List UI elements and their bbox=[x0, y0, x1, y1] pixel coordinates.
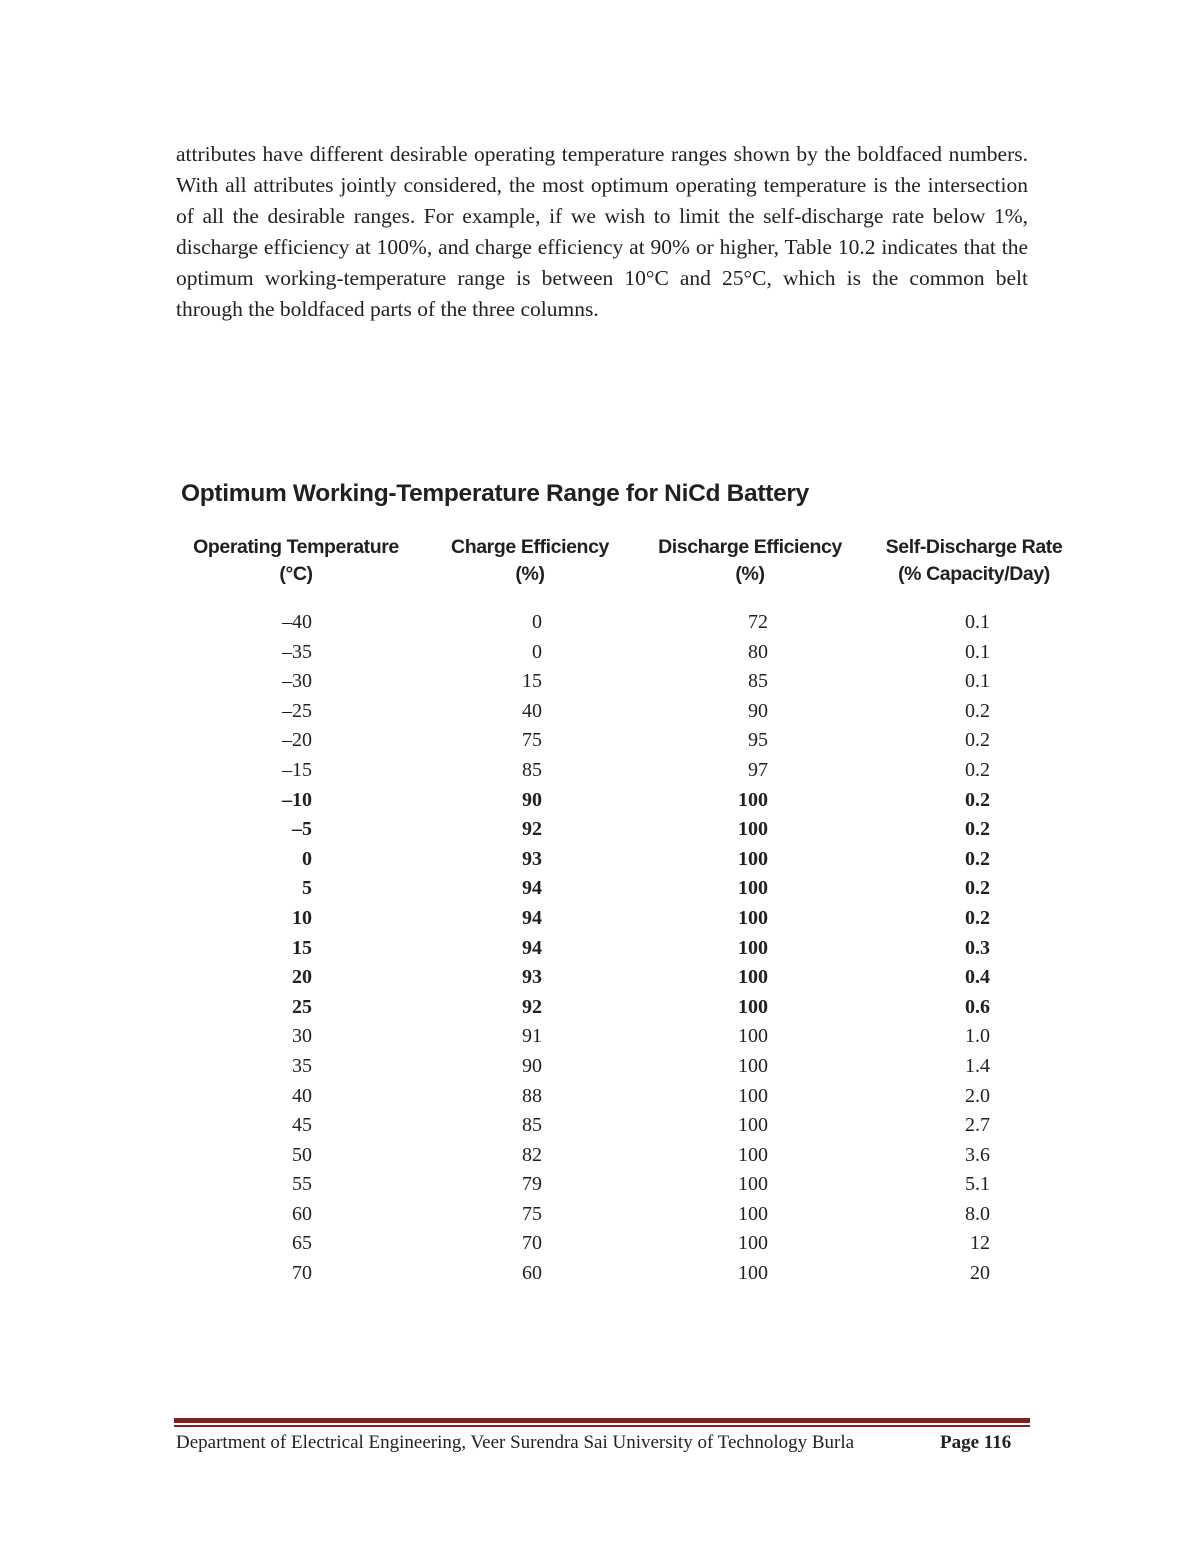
cell-charge-efficiency: 92 bbox=[522, 995, 542, 1018]
table-row bbox=[0, 1200, 1200, 1230]
cell-self-discharge-rate: 0.2 bbox=[965, 788, 990, 811]
cell-discharge-efficiency: 100 bbox=[738, 1114, 768, 1137]
cell-discharge-efficiency: 100 bbox=[738, 1084, 768, 1107]
table-row bbox=[0, 815, 1200, 845]
cell-discharge-efficiency: 95 bbox=[748, 729, 768, 752]
cell-self-discharge-rate: 1.0 bbox=[965, 1025, 990, 1048]
cell-temperature: 10 bbox=[292, 906, 312, 929]
footer-rule-thin bbox=[174, 1425, 1030, 1427]
cell-discharge-efficiency: 100 bbox=[738, 1025, 768, 1048]
header-self-discharge-rate bbox=[876, 534, 1072, 588]
cell-temperature: 40 bbox=[292, 1084, 312, 1107]
cell-discharge-efficiency: 97 bbox=[748, 758, 768, 781]
cell-temperature: 30 bbox=[292, 1025, 312, 1048]
header-line2: (°C) bbox=[279, 563, 313, 585]
cell-temperature: 25 bbox=[292, 995, 312, 1018]
cell-self-discharge-rate: 0.6 bbox=[965, 995, 990, 1018]
table-row bbox=[0, 667, 1200, 697]
header-operating-temperature bbox=[186, 534, 406, 588]
cell-discharge-efficiency: 100 bbox=[738, 1262, 768, 1285]
table-row bbox=[0, 1229, 1200, 1259]
table-row bbox=[0, 993, 1200, 1023]
cell-self-discharge-rate: 0.2 bbox=[965, 699, 990, 722]
table-row bbox=[0, 963, 1200, 993]
cell-self-discharge-rate: 3.6 bbox=[965, 1143, 990, 1166]
cell-temperature: 55 bbox=[292, 1173, 312, 1196]
cell-temperature: –10 bbox=[282, 788, 312, 811]
cell-discharge-efficiency: 100 bbox=[738, 818, 768, 841]
cell-charge-efficiency: 0 bbox=[532, 640, 542, 663]
table-row bbox=[0, 1170, 1200, 1200]
cell-self-discharge-rate: 0.4 bbox=[965, 966, 990, 989]
cell-self-discharge-rate: 8.0 bbox=[965, 1202, 990, 1225]
table-row bbox=[0, 1022, 1200, 1052]
header-line1: Operating Temperature bbox=[193, 536, 399, 558]
table-title: Optimum Working-Temperature Range for NiCd Battery bbox=[181, 480, 809, 507]
table-row bbox=[0, 1141, 1200, 1171]
cell-self-discharge-rate: 0.2 bbox=[965, 906, 990, 929]
cell-charge-efficiency: 70 bbox=[522, 1232, 542, 1255]
header-discharge-efficiency bbox=[646, 534, 854, 588]
cell-temperature: 35 bbox=[292, 1054, 312, 1077]
cell-discharge-efficiency: 100 bbox=[738, 995, 768, 1018]
table-row bbox=[0, 726, 1200, 756]
table-row bbox=[0, 1111, 1200, 1141]
cell-self-discharge-rate: 0.2 bbox=[965, 847, 990, 870]
table-row bbox=[0, 697, 1200, 727]
table-body bbox=[0, 608, 1200, 1289]
cell-charge-efficiency: 93 bbox=[522, 847, 542, 870]
cell-charge-efficiency: 82 bbox=[522, 1143, 542, 1166]
cell-discharge-efficiency: 100 bbox=[738, 936, 768, 959]
table-row bbox=[0, 638, 1200, 668]
header-line2: (%) bbox=[735, 563, 765, 585]
cell-temperature: –20 bbox=[282, 729, 312, 752]
cell-charge-efficiency: 0 bbox=[532, 611, 542, 633]
cell-discharge-efficiency: 90 bbox=[748, 699, 768, 722]
cell-charge-efficiency: 93 bbox=[522, 966, 542, 989]
table-row bbox=[0, 1052, 1200, 1082]
cell-charge-efficiency: 40 bbox=[522, 699, 542, 722]
cell-charge-efficiency: 85 bbox=[522, 1114, 542, 1137]
cell-charge-efficiency: 88 bbox=[522, 1084, 542, 1107]
cell-discharge-efficiency: 72 bbox=[748, 611, 768, 633]
footer-department: Department of Electrical Engineering, Veer Surendra Sai University of Technology Burla bbox=[176, 1432, 855, 1453]
table-row bbox=[0, 1259, 1200, 1289]
cell-self-discharge-rate: 5.1 bbox=[965, 1173, 990, 1196]
cell-charge-efficiency: 90 bbox=[522, 1054, 542, 1077]
header-line2: (%) bbox=[515, 563, 545, 585]
cell-self-discharge-rate: 0.2 bbox=[965, 729, 990, 752]
cell-self-discharge-rate: 0.2 bbox=[965, 818, 990, 841]
cell-charge-efficiency: 79 bbox=[522, 1173, 542, 1196]
cell-charge-efficiency: 75 bbox=[522, 1202, 542, 1225]
cell-discharge-efficiency: 100 bbox=[738, 1054, 768, 1077]
cell-discharge-efficiency: 100 bbox=[738, 906, 768, 929]
cell-charge-efficiency: 60 bbox=[522, 1262, 542, 1285]
cell-charge-efficiency: 92 bbox=[522, 818, 542, 841]
cell-self-discharge-rate: 0.2 bbox=[965, 758, 990, 781]
cell-discharge-efficiency: 100 bbox=[738, 1202, 768, 1225]
table-row bbox=[0, 874, 1200, 904]
cell-discharge-efficiency: 80 bbox=[748, 640, 768, 663]
table-row bbox=[0, 756, 1200, 786]
cell-charge-efficiency: 75 bbox=[522, 729, 542, 752]
body-paragraph: attributes have different desirable operating temperature ranges shown by the boldfaced numbers. With all attributes jointly considered, the most optimum operating temperature is the intersection of all the desirable ranges. For example, if we wish to limit the self-discharge rate below 1%, discharge efficiency at 100%, and charge efficiency at 90% or higher, Table 10.2 indicates that the optimum working-temperature range is between 10°C and 25°C, which is the common belt through the boldfaced parts of the three columns. bbox=[176, 142, 1028, 321]
cell-self-discharge-rate: 0.1 bbox=[965, 611, 990, 633]
table-row bbox=[0, 934, 1200, 964]
table-row bbox=[0, 608, 1200, 638]
cell-charge-efficiency: 91 bbox=[522, 1025, 542, 1048]
cell-self-discharge-rate: 2.0 bbox=[965, 1084, 990, 1107]
cell-temperature: –25 bbox=[282, 699, 312, 722]
header-line2: (% Capacity/Day) bbox=[898, 563, 1050, 585]
page-number: Page 116 bbox=[940, 1432, 1012, 1453]
cell-temperature: –30 bbox=[282, 670, 312, 693]
header-line1: Discharge Efficiency bbox=[658, 536, 842, 558]
cell-self-discharge-rate: 12 bbox=[970, 1232, 990, 1255]
cell-discharge-efficiency: 100 bbox=[738, 788, 768, 811]
header-line1: Charge Efficiency bbox=[451, 536, 609, 558]
cell-temperature: 65 bbox=[292, 1232, 312, 1255]
cell-temperature: 20 bbox=[292, 966, 312, 989]
cell-temperature: –35 bbox=[282, 640, 312, 663]
footer-rule bbox=[174, 1418, 1030, 1423]
cell-self-discharge-rate: 0.1 bbox=[965, 640, 990, 663]
cell-temperature: –15 bbox=[282, 758, 312, 781]
cell-discharge-efficiency: 100 bbox=[738, 847, 768, 870]
table-row bbox=[0, 845, 1200, 875]
cell-temperature: 70 bbox=[292, 1262, 312, 1285]
cell-charge-efficiency: 94 bbox=[522, 936, 542, 959]
cell-self-discharge-rate: 2.7 bbox=[965, 1114, 990, 1137]
cell-temperature: 60 bbox=[292, 1202, 312, 1225]
cell-self-discharge-rate: 0.2 bbox=[965, 877, 990, 900]
cell-charge-efficiency: 94 bbox=[522, 906, 542, 929]
cell-self-discharge-rate: 0.1 bbox=[965, 670, 990, 693]
table-row bbox=[0, 786, 1200, 816]
cell-discharge-efficiency: 100 bbox=[738, 966, 768, 989]
cell-temperature: 0 bbox=[302, 847, 312, 870]
cell-discharge-efficiency: 100 bbox=[738, 1232, 768, 1255]
cell-temperature: 15 bbox=[292, 936, 312, 959]
cell-discharge-efficiency: 100 bbox=[738, 1143, 768, 1166]
cell-self-discharge-rate: 1.4 bbox=[965, 1054, 990, 1077]
cell-temperature: –40 bbox=[282, 611, 312, 633]
cell-temperature: 5 bbox=[302, 877, 312, 900]
cell-charge-efficiency: 85 bbox=[522, 758, 542, 781]
cell-temperature: 50 bbox=[292, 1143, 312, 1166]
table-row bbox=[0, 1082, 1200, 1112]
cell-temperature: 45 bbox=[292, 1114, 312, 1137]
cell-discharge-efficiency: 85 bbox=[748, 670, 768, 693]
cell-discharge-efficiency: 100 bbox=[738, 1173, 768, 1196]
table-row bbox=[0, 904, 1200, 934]
cell-self-discharge-rate: 20 bbox=[970, 1262, 990, 1285]
header-line1: Self-Discharge Rate bbox=[885, 536, 1063, 558]
cell-charge-efficiency: 15 bbox=[522, 670, 542, 693]
cell-charge-efficiency: 94 bbox=[522, 877, 542, 900]
cell-discharge-efficiency: 100 bbox=[738, 877, 768, 900]
cell-temperature: –5 bbox=[292, 818, 312, 841]
cell-charge-efficiency: 90 bbox=[522, 788, 542, 811]
cell-self-discharge-rate: 0.3 bbox=[965, 936, 990, 959]
header-charge-efficiency bbox=[438, 534, 622, 588]
